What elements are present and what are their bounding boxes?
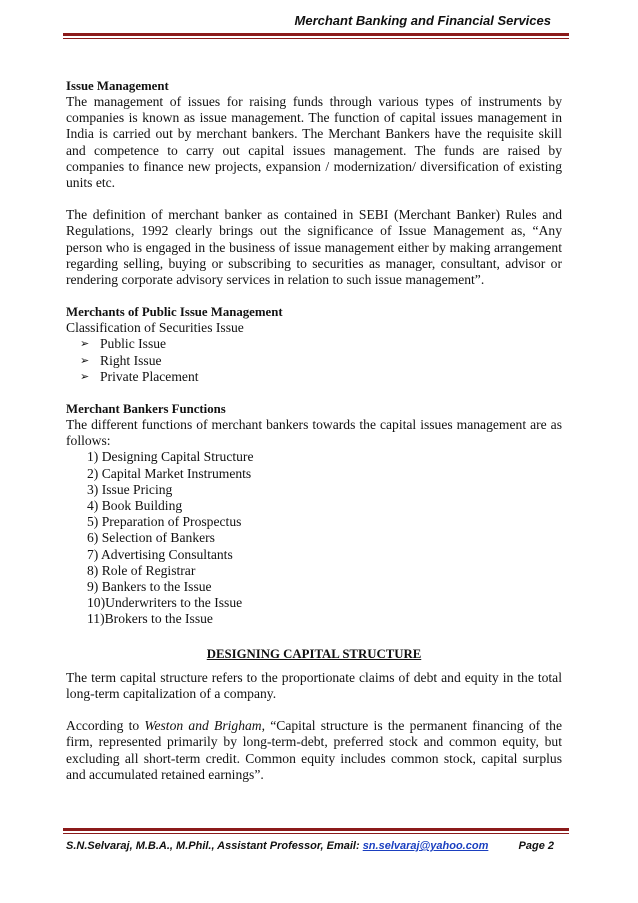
paragraph-classification-intro: Classification of Securities Issue: [66, 320, 244, 336]
cited-authors: Weston and Brigham: [144, 718, 262, 734]
functions-list: [66, 449, 562, 627]
list-item: 7) Advertising Consultants: [87, 546, 233, 562]
footer-rule-thin: [63, 833, 569, 834]
page-footer: [66, 840, 562, 852]
list-item: ➢ Private Placement: [80, 368, 199, 384]
arrow-bullet-icon: ➢: [80, 337, 90, 351]
list-item: ➢ Right Issue: [80, 352, 162, 368]
header-rule-thin: [63, 38, 569, 39]
list-item: 3) Issue Pricing: [87, 481, 173, 497]
footer-email-link[interactable]: sn.selvaraj@yahoo.com: [362, 840, 489, 852]
paragraph-capital-structure-definition: The term capital structure refers to the proportionate claims of debt and equity in the total long-term capitalization of a company.: [66, 669, 562, 701]
arrow-bullet-icon: ➢: [80, 353, 90, 367]
paragraph-weston-brigham-quote: According to Weston and Brigham, “Capital structure is the permanent financing of the firm, represented primarily by long-term-debt, preferred stock and common equity, but excluding all short-term credit. Common equity includes common stock, capital surplus and accumulated retained earnings”.: [66, 718, 562, 782]
paragraph-sebi-definition: The definition of merchant banker as contained in SEBI (Merchant Banker) Rules and Regulations, 1992 clearly brings out the significance of Issue Management as, “Any person who is engaged in the business of issue management either by making arrangement regarding selling, buying or subscribing to securities as manager, consultant, advisor or rendering corporate advisory services in relation to such issue management”.: [66, 207, 562, 288]
section-heading-functions: Merchant Bankers Functions: [66, 402, 226, 417]
list-item: 10)Underwriters to the Issue: [87, 595, 243, 611]
section-heading-capital-structure: DESIGNING CAPITAL STRUCTURE: [206, 646, 422, 661]
section-heading-issue-management: Issue Management: [66, 79, 169, 93]
running-header-title: Merchant Banking and Financial Services: [294, 13, 551, 28]
paragraph-functions-intro: The different functions of merchant bankers towards the capital issues management are as follows:: [66, 417, 562, 449]
list-item: ➢ Public Issue: [80, 336, 167, 352]
header-rule-thick: [63, 33, 569, 36]
list-item: 1) Designing Capital Structure: [87, 449, 254, 465]
list-item: 11)Brokers to the Issue: [87, 611, 213, 627]
list-item: 4) Book Building: [87, 498, 183, 514]
page-number: Page 2: [518, 840, 554, 852]
page-body: [66, 78, 562, 783]
list-item: 8) Role of Registrar: [87, 562, 196, 578]
list-item: 2) Capital Market Instruments: [87, 465, 252, 481]
paragraph-issue-management-intro: The management of issues for raising funds through various types of instruments by companies is known as issue management. The function of capital issues management in India is carried out by merchant bankers. The Merchant Bankers have the requisite skill and competence to carry out capital issues management. The funds are raised by companies to finance new projects, expansion / modernization/ diversification of existing units etc.: [66, 94, 562, 191]
footer-author: S.N.Selvaraj, M.B.A., M.Phil., Assistant Professor, Email:: [66, 840, 363, 852]
list-item: 9) Bankers to the Issue: [87, 579, 212, 595]
list-item: 6) Selection of Bankers: [87, 530, 215, 546]
section-heading-public-issue: Merchants of Public Issue Management: [66, 305, 283, 320]
list-item: 5) Preparation of Prospectus: [87, 514, 242, 530]
footer-rule-thick: [63, 828, 569, 831]
arrow-bullet-icon: ➢: [80, 369, 90, 383]
classification-list: [66, 336, 562, 385]
